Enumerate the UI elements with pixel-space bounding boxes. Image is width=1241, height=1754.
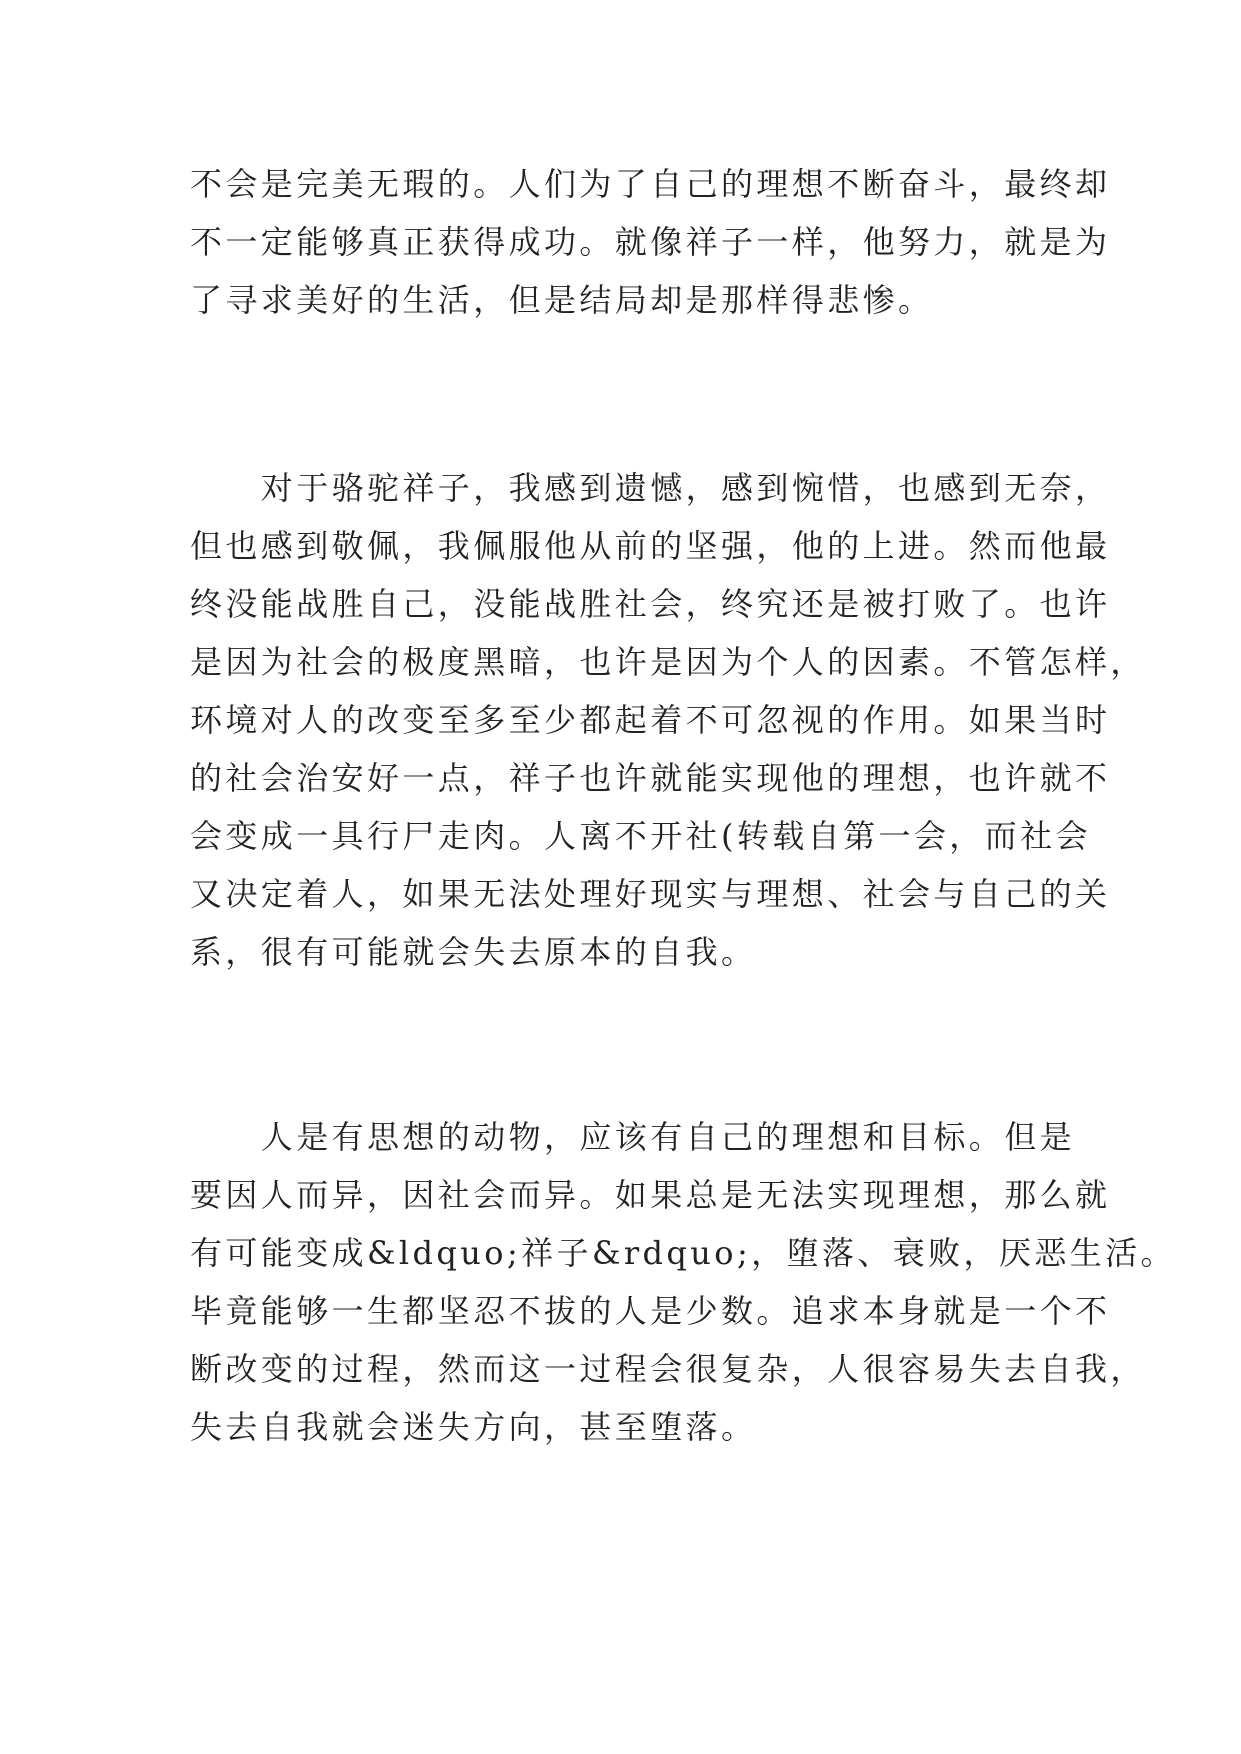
text-line: 又决定着人，如果无法处理好现实与理想、社会与自己的关	[190, 875, 1111, 913]
text-line: 环境对人的改变至多至少都起着不可忽视的作用。如果当时	[190, 701, 1111, 739]
text-line: 毕竟能够一生都坚忍不拔的人是少数。追求本身就是一个不	[190, 1292, 1111, 1330]
text-line: 系，很有可能就会失去原本的自我。	[190, 933, 757, 971]
text-line: 有可能变成&ldquo;祥子&rdquo;，堕落、衰败，厌恶生活。	[190, 1234, 1176, 1272]
text-line: 断改变的过程，然而这一过程会很复杂，人很容易失去自我，	[190, 1350, 1146, 1388]
text-line: 对于骆驼祥子，我感到遗憾，感到惋惜，也感到无奈，	[190, 469, 1111, 507]
text-line: 的社会治安好一点，祥子也许就能实现他的理想，也许就不	[190, 759, 1111, 797]
text-line: 人是有思想的动物，应该有自己的理想和目标。但是	[190, 1118, 1076, 1156]
text-line: 是因为社会的极度黑暗，也许是因为个人的因素。不管怎样，	[190, 643, 1146, 681]
text-line: 会变成一具行尸走肉。人离不开社(转载自第一会，而社会	[190, 817, 1091, 855]
text-line: 不一定能够真正获得成功。就像祥子一样，他努力，就是为	[190, 223, 1111, 261]
text-line: 失去自我就会迷失方向，甚至堕落。	[190, 1408, 757, 1446]
text-line: 终没能战胜自己，没能战胜社会，终究还是被打败了。也许	[190, 585, 1111, 623]
text-line: 不会是完美无瑕的。人们为了自己的理想不断奋斗，最终却	[190, 165, 1111, 203]
text-line: 但也感到敬佩，我佩服他从前的坚强，他的上进。然而他最	[190, 527, 1111, 565]
text-line: 了寻求美好的生活，但是结局却是那样得悲惨。	[190, 281, 934, 319]
text-line: 要因人而异，因社会而异。如果总是无法实现理想，那么就	[190, 1176, 1111, 1214]
